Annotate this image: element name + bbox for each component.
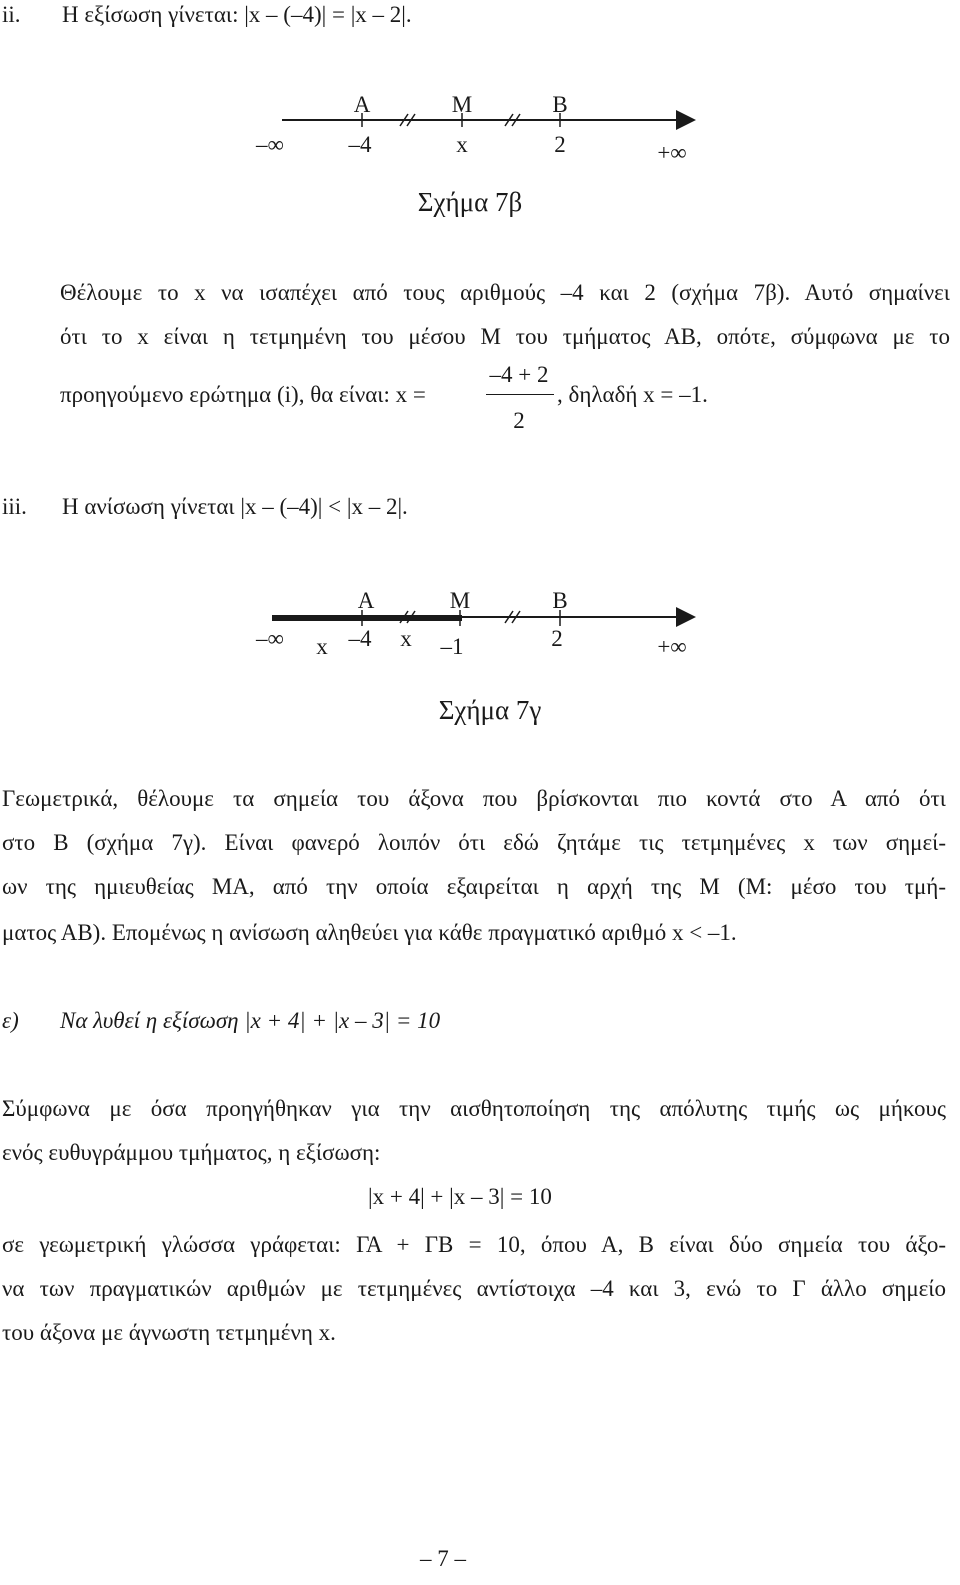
arrow-head-icon xyxy=(676,607,696,627)
part-ii-label: ii. xyxy=(2,2,21,27)
part-e-label: ε) xyxy=(2,1008,19,1033)
label-b: Β xyxy=(552,588,568,613)
para-7b-line-2: ότι το x είναι η τετμημένη του μέσου Μ του τμήματος ΑΒ, οπότε, σύμφωνα με το xyxy=(60,324,950,349)
para-e-line-1: Σύμφωνα με όσα προηγήθηκαν για την αισθητοποίηση της απόλυτης τιμής ως μήκους xyxy=(2,1096,946,1121)
para-e-line-3: σε γεωμετρική γλώσσα γράφεται: ΓΑ + ΓΒ = 10, όπου Α, Β είναι δύο σημεία του άξο- xyxy=(2,1232,946,1257)
part-ii-text: Η εξίσωση γίνεται: |x – (–4)| = |x – 2|. xyxy=(62,2,412,27)
part-e-text: Να λυθεί η εξίσωση |x + 4| + |x – 3| = 10 xyxy=(60,1008,441,1033)
label-a: Α xyxy=(353,92,371,117)
label-m: Μ xyxy=(449,588,471,613)
para-e-line-4: να των πραγματικών αριθμών με τετμημένες αντίστοιχα –4 και 3, ενώ το Γ άλλο σημείο xyxy=(2,1276,946,1301)
para-e-line-5: του άξονα με άγνωστη τετμημένη x. xyxy=(2,1320,336,1345)
label-m: Μ xyxy=(451,92,473,117)
tick-label-2: 2 xyxy=(551,626,563,651)
para-7g-line-1: Γεωμετρικά, θέλουμε τα σημεία του άξονα που βρίσκονται πιο κοντά στο Α από ότι xyxy=(2,786,946,811)
fraction-denominator: 2 xyxy=(513,408,525,433)
tick-label-minus-inf: –∞ xyxy=(256,626,284,651)
para-7g-line-4: ματος ΑΒ). Επομένως η ανίσωση αληθεύει για κάθε πραγματικό αριθμό x < –1. xyxy=(2,920,737,945)
para-7b-line-3-suffix: , δηλαδή x = –1. xyxy=(557,382,708,407)
tick-label-plus-inf: +∞ xyxy=(657,634,687,659)
tick-label-minus-1: –1 xyxy=(440,634,464,659)
tick-label-x-left: x xyxy=(316,634,328,659)
label-b: Β xyxy=(552,92,568,117)
para-7g-line-2: στο Β (σχήμα 7γ). Είναι φανερό λοιπόν ότι εδώ ζητάμε τις τετμημένες x των σημεί- xyxy=(2,830,946,855)
tick-label-minus-4: –4 xyxy=(348,626,372,651)
para-e-line-2: ενός ευθυγράμμου τμήματος, η εξίσωση: xyxy=(2,1140,381,1165)
caption-7b: Σχήμα 7β xyxy=(417,187,523,217)
para-7b-line-3-prefix: προηγούμενο ερώτημα (i), θα είναι: x = xyxy=(60,382,426,407)
tick-label-minus-4: –4 xyxy=(348,132,372,157)
page-number: – 7 – xyxy=(420,1546,466,1571)
fraction-numerator: –4 + 2 xyxy=(489,362,549,387)
label-a: Α xyxy=(357,588,375,613)
para-7b-line-1: Θέλουμε το x να ισαπέχει από τους αριθμούς –4 και 2 (σχήμα 7β). Αυτό σημαίνει xyxy=(60,280,950,305)
tick-label-plus-inf: +∞ xyxy=(657,140,687,165)
tick-label-x: x xyxy=(400,626,412,651)
caption-7g: Σχήμα 7γ xyxy=(438,695,542,725)
tick-label-x: x xyxy=(456,132,468,157)
para-7g-line-3: ων της ημιευθείας ΜΑ, από την οποία εξαιρείται η αρχή της Μ (Μ: μέσο του τμή- xyxy=(2,874,946,899)
tick-label-2: 2 xyxy=(554,132,566,157)
part-iii-text: Η ανίσωση γίνεται |x – (–4)| < |x – 2|. xyxy=(62,494,408,519)
para-e-equation: |x + 4| + |x – 3| = 10 xyxy=(368,1184,552,1209)
part-iii-label: iii. xyxy=(2,494,27,519)
tick-label-minus-inf: –∞ xyxy=(256,132,284,157)
